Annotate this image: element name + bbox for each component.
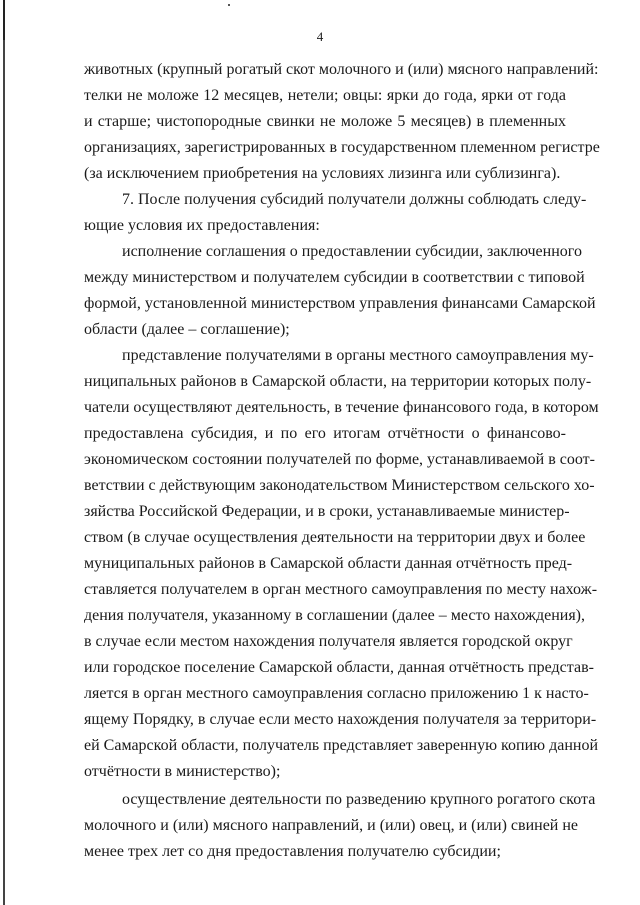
text-line: зяйства Российской Федерации, и в сроки, устанавливаемые министер- [84, 503, 570, 520]
page-number: 4 [316, 29, 324, 44]
text-line: дения получателя, указанному в соглашении (далее – место нахождения), [84, 607, 586, 624]
text-line: или городское поселение Самарской области, данная отчётность представ- [84, 659, 594, 676]
text-line: ством (в случае осуществления деятельности на территории двух и более [84, 529, 586, 546]
text-line: области (далее – соглашение); [84, 321, 290, 338]
text-line: ставляется получателем в орган местного самоуправления по месту нахож- [84, 581, 598, 598]
text-line: между министерством и получателем субсидии в соответствии с типовой [84, 269, 585, 286]
text-line: телки не моложе 12 месяцев, нетели; овцы: ярки до года, ярки от года [84, 87, 566, 104]
scan-speck [228, 4, 230, 6]
text-line: экономическом состоянии получателей по форме, устанавливаемой в соот- [84, 451, 595, 468]
text-line: ящему Порядку, в случае если место нахождения получателя за территори- [84, 711, 597, 728]
scan-edge-line [3, 40, 5, 905]
text-line: ющие условия их предоставления: [84, 217, 320, 234]
text-line: ей Самарской области, получатель представляет заверенную копию данной [84, 737, 599, 754]
text-line: чатели осуществляют деятельность, в течение финансового года, в котором [84, 399, 599, 416]
text-line: исполнение соглашения о предоставлении субсидии, заключенного [122, 243, 582, 260]
text-line: муниципальных районов в Самарской области данная отчётность пред- [84, 555, 573, 572]
text-line: молочного и (или) мясного направлений, и (или) овец, и (или) свиней не [84, 817, 579, 834]
text-line: животных (крупный рогатый скот молочного и (или) мясного направлений: [84, 61, 599, 78]
text-line: в случае если местом нахождения получателя является городской округ [84, 633, 573, 650]
text-line: ветствии с действующим законодательством Министерством сельского хо- [84, 477, 595, 494]
text-line: организациях, зарегистрированных в государственном племенном регистре [84, 139, 600, 156]
text-line: и старше; чистопородные свинки не моложе 5 месяцев) в племенных [84, 113, 566, 130]
text-line: осуществление деятельности по разведению крупного рогатого скота [122, 791, 596, 808]
text-line: менее трех лет со дня предоставления получателю субсидии; [84, 843, 501, 860]
text-line: отчётности в министерство); [84, 763, 281, 780]
text-line: 7. После получения субсидий получатели должны соблюдать следу- [122, 191, 587, 208]
text-line: формой, установленной министерством управления финансами Самарской [84, 295, 596, 312]
text-line: ляется в орган местного самоуправления согласно приложению 1 к насто- [84, 685, 589, 702]
text-line: предоставлена субсидия, и по его итогам отчётности о финансово- [84, 425, 566, 442]
text-line: ниципальных районов в Самарской области, на территории которых полу- [84, 373, 592, 390]
text-line: представление получателями в органы местного самоуправления му- [122, 347, 594, 364]
text-line: (за исключением приобретения на условиях лизинга или сублизинга). [84, 165, 561, 182]
